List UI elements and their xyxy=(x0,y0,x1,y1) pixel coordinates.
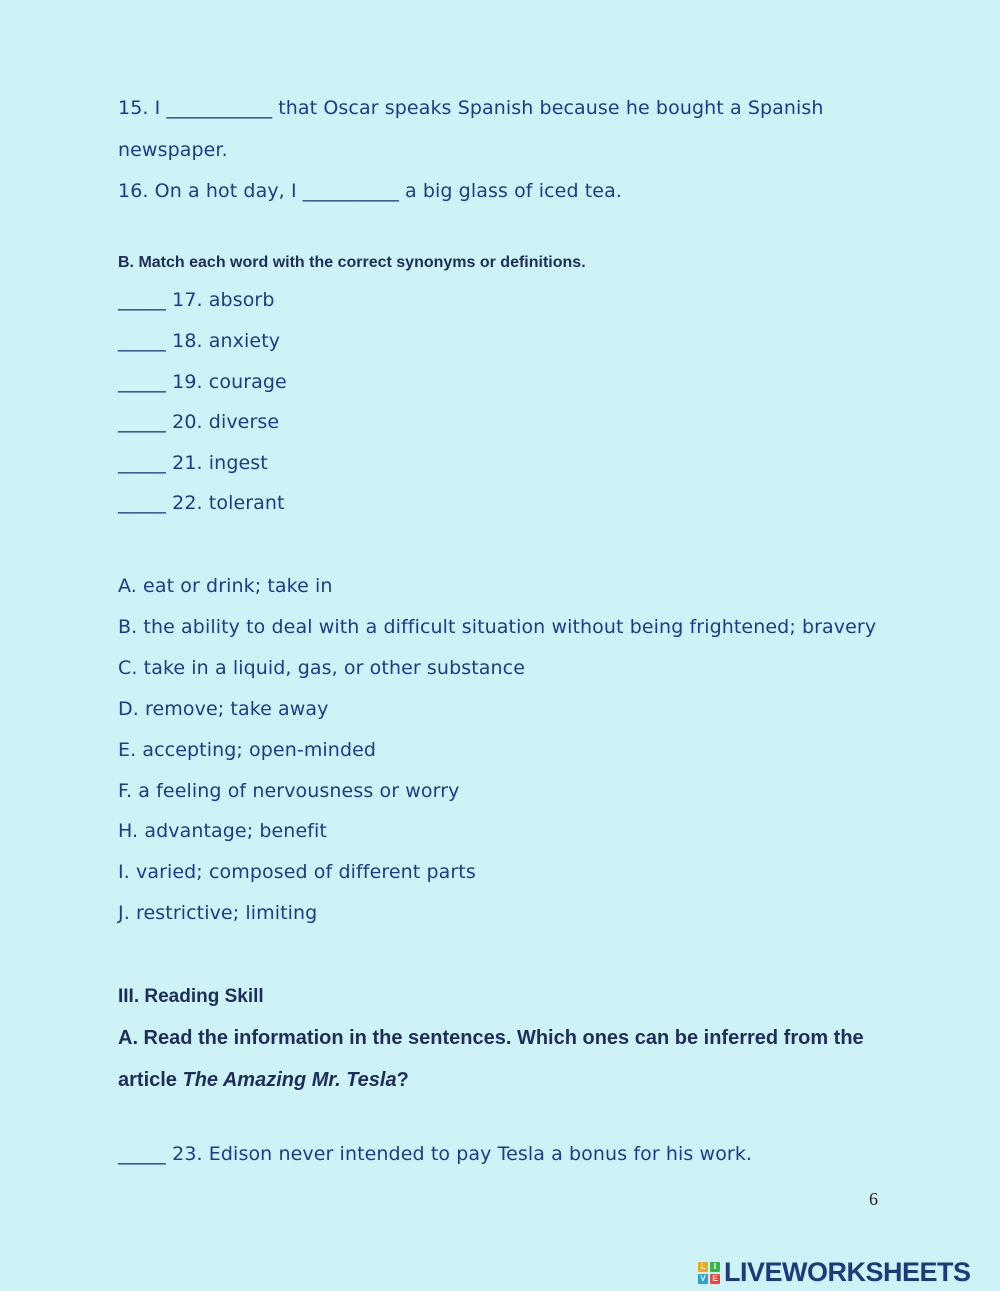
logo-text: LIVEWORKSHEETS xyxy=(724,1257,971,1287)
section-iii-heading: III. Reading Skill xyxy=(118,986,264,1007)
definition-a: A. eat or drink; take in xyxy=(118,575,333,597)
instruction-prefix: article xyxy=(118,1069,183,1091)
match-item-18: _____ 18. anxiety xyxy=(118,330,281,352)
reading-instruction-line-2 xyxy=(118,1069,409,1092)
definition-b: B. the ability to deal with a difficult situation without being frightened; bravery xyxy=(118,616,877,638)
logo-mark-icon xyxy=(698,1262,720,1284)
reading-instruction-line-1: A. Read the information in the sentences. Which ones can be inferred from the xyxy=(118,1027,864,1049)
match-item-21: _____ 21. ingest xyxy=(118,452,268,474)
match-item-22: _____ 22. tolerant xyxy=(118,492,285,514)
page-number: 6 xyxy=(869,1189,878,1209)
logo-mark-i: I xyxy=(710,1262,720,1272)
definition-i: I. varied; composed of different parts xyxy=(118,861,476,883)
instruction-suffix: ? xyxy=(396,1069,409,1091)
definition-h: H. advantage; benefit xyxy=(118,820,327,842)
match-item-17: _____ 17. absorb xyxy=(118,289,275,311)
question-15-line-1: 15. I ___________ that Oscar speaks Spanish because he bought a Spanish xyxy=(118,97,824,119)
definition-c: C. take in a liquid, gas, or other substance xyxy=(118,657,525,679)
definition-j: J. restrictive; limiting xyxy=(118,902,318,924)
section-b-heading: B. Match each word with the correct synonyms or definitions. xyxy=(118,254,586,271)
liveworksheets-logo[interactable] xyxy=(698,1257,971,1288)
definition-d: D. remove; take away xyxy=(118,698,329,720)
definition-e: E. accepting; open-minded xyxy=(118,739,377,761)
question-23: _____ 23. Edison never intended to pay Tesla a bonus for his work. xyxy=(118,1143,753,1165)
definition-f: F. a feeling of nervousness or worry xyxy=(118,780,460,802)
match-item-20: _____ 20. diverse xyxy=(118,411,280,433)
logo-mark-e: E xyxy=(710,1274,720,1284)
logo-mark-l: L xyxy=(698,1262,708,1272)
question-15-line-2: newspaper. xyxy=(118,139,228,161)
match-item-19: _____ 19. courage xyxy=(118,371,287,393)
logo-mark-v: V xyxy=(698,1274,708,1284)
question-16: 16. On a hot day, I __________ a big glass of iced tea. xyxy=(118,180,622,202)
article-title: The Amazing Mr. Tesla xyxy=(182,1069,397,1091)
